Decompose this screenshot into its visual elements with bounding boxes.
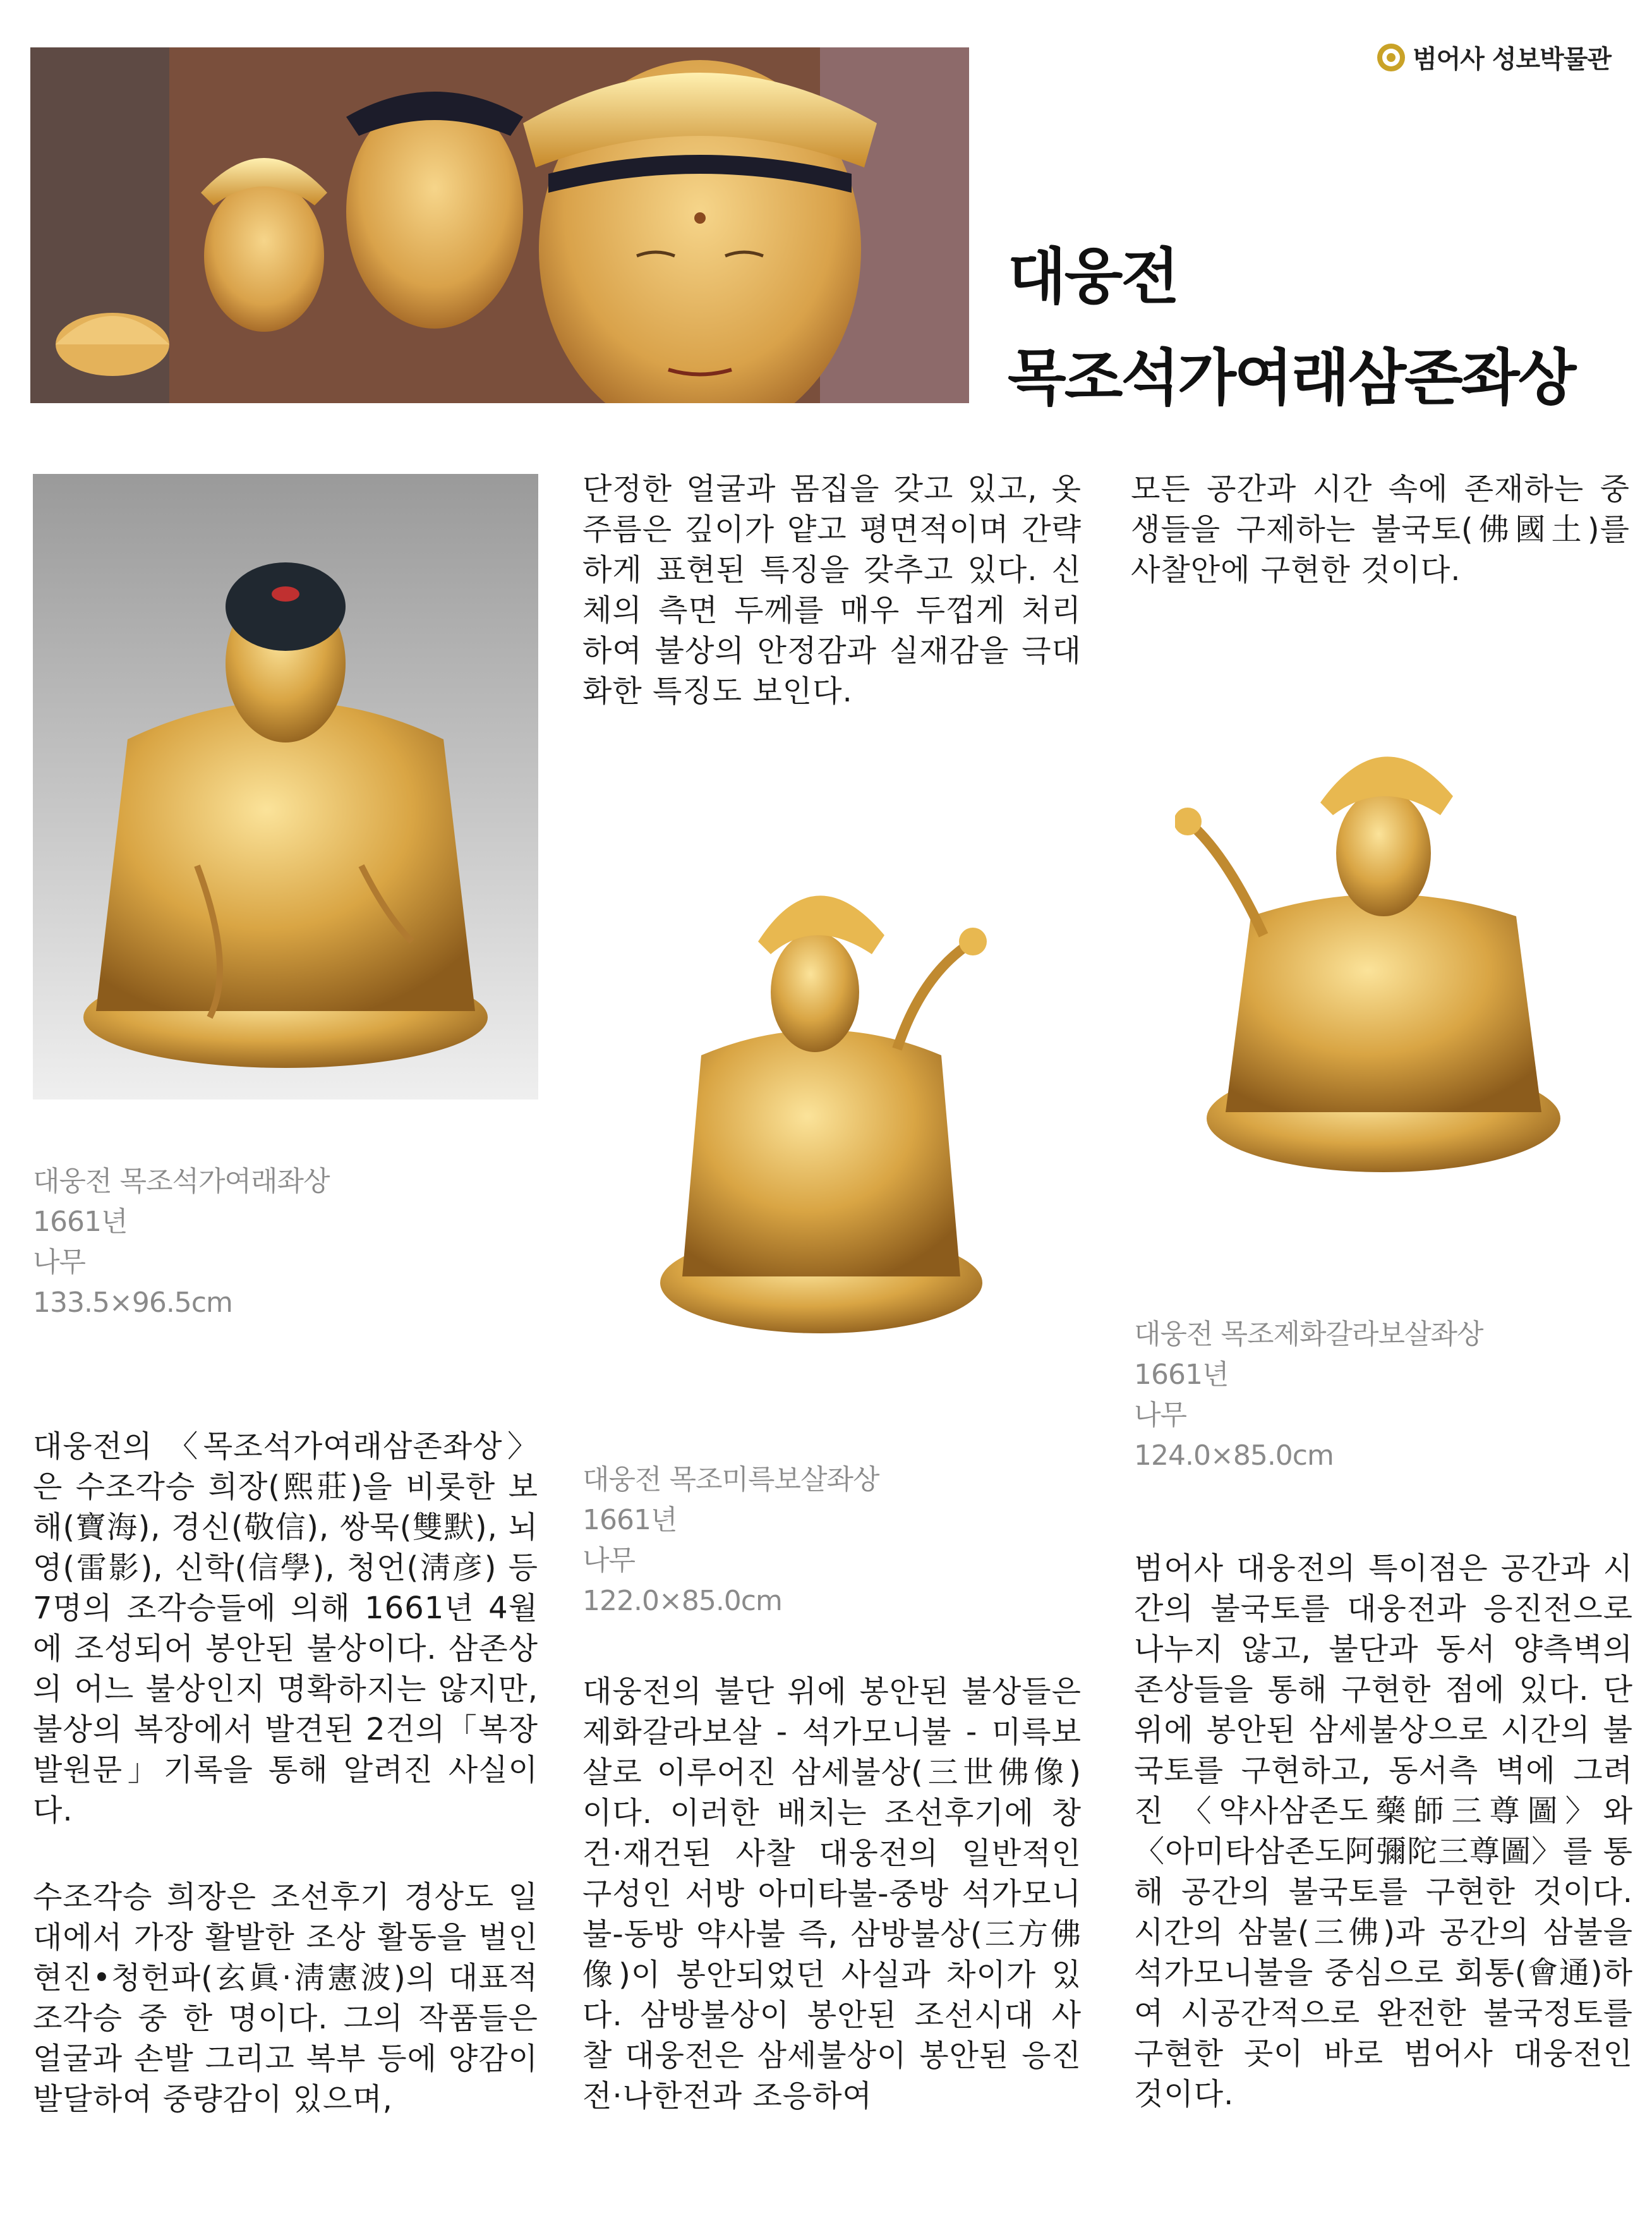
caption-statue-2 <box>582 1460 879 1621</box>
caption-material: 나무 <box>33 1246 86 1278</box>
caption-year: 1661년 <box>1134 1359 1229 1391</box>
title-line-2: 목조석가여래삼존좌상 <box>1008 342 1575 413</box>
caption-size: 124.0×85.0cm <box>1134 1439 1334 1472</box>
paragraph-col3-bottom: 범어사 대웅전의 특이점은 공간과 시간의 불국토를 대웅전과 응진전으로 나누지 않고, 불단과 동서 양측벽의 존상들을 통해 구현한 점에 있다. 단 위에 봉안된 삼세불상으로 시간의 불국토를 구현하고, 동서측 벽에 그려진 〈약사삼존도藥師三尊圖〉와 〈아미타삼존도阿彌陀三尊圖〉를 통해 공간의 불국토를 구현한 것이다. 시간의 삼불(三佛)과 공간의 삼불을 석가모니불을 중심으로 회통(會通)하여 시공간적으로 완전한 불국정토를 구현한 곳이 바로 범어사 대웅전인 것이다. <box>1134 1551 1633 2112</box>
caption-name: 대웅전 목조미륵보살좌상 <box>582 1464 879 1496</box>
caption-size: 133.5×96.5cm <box>33 1287 232 1319</box>
caption-material: 나무 <box>1134 1399 1187 1431</box>
caption-statue-3 <box>1134 1314 1483 1476</box>
museum-brand <box>1377 39 1611 75</box>
caption-name: 대웅전 목조석가여래좌상 <box>33 1165 330 1197</box>
photo-mireuk-bodhisattva <box>644 847 998 1346</box>
museum-name: 범어사 성보박물관 <box>1413 45 1612 74</box>
photo-seokga-buddha <box>33 474 538 1100</box>
museum-logo-icon <box>1377 44 1405 71</box>
paragraph-col1-2: 수조각승 희장은 조선후기 경상도 일대에서 가장 활발한 조상 활동을 벌인 현진•청헌파(玄眞·淸憲波)의 대표적 조각승 중 한 명이다. 그의 작품들은 얼굴과 손발 그리고 복부 등에 양감이 발달하여 중량감이 있으며, <box>33 1879 538 2117</box>
title-line-1: 대웅전 <box>1008 241 1178 312</box>
caption-statue-1 <box>33 1161 330 1323</box>
caption-material: 나무 <box>582 1544 636 1577</box>
paragraph-col1-1: 대웅전의 〈목조석가여래삼존좌상〉은 수조각승 희장(熙莊)을 비롯한 보해(寶海), 경신(敬信), 쌍묵(雙默), 뇌영(雷影), 신학(信學), 청언(淸彦) 등 7명의 조각승들에 의해 1661년 4월에 조성되어 봉안된 불상이다. 삼존상의 어느 불상인지 명확하지는 않지만, 불상의 복장에서 발견된 2건의「복장발원문」기록을 통해 알려진 사실이다. <box>33 1429 538 1828</box>
paragraph-col2-top: 단정한 얼굴과 몸집을 갖고 있고, 옷 주름은 깊이가 얕고 평면적이며 간략하게 표현된 특징을 갖추고 있다. 신체의 측면 두께를 매우 두껍게 처리하여 불상의 안정감과 실재감을 극대화한 특징도 보인다. <box>582 471 1082 709</box>
paragraph-col2-bottom: 대웅전의 불단 위에 봉안된 불상들은 제화갈라보살 - 석가모니불 - 미륵보살로 이루어진 삼세불상(三世佛像) 이다. 이러한 배치는 조선후기에 창건·재건된 사찰 대웅전의 일반적인 구성인 서방 아미타불-중방 석가모니불-동방 약사불 즉, 삼방불상(三方佛像)이 봉안되었던 사실과 차이가 있다. 삼방불상이 봉안된 조선시대 사찰 대웅전은 삼세불상이 봉안된 응진전·나한전과 조응하여 <box>582 1674 1082 2114</box>
hero-image-buddha-faces <box>30 47 969 403</box>
caption-year: 1661년 <box>33 1206 128 1238</box>
paragraph-col3-top: 모든 공간과 시간 속에 존재하는 중생들을 구제하는 불국토(佛國土)를 사찰안에 구현한 것이다. <box>1131 471 1630 588</box>
caption-name: 대웅전 목조제화갈라보살좌상 <box>1134 1318 1483 1350</box>
page-title <box>1008 226 1574 428</box>
caption-year: 1661년 <box>582 1504 677 1536</box>
caption-size: 122.0×85.0cm <box>582 1585 782 1617</box>
photo-jehwagalla-bodhisattva <box>1175 727 1567 1182</box>
